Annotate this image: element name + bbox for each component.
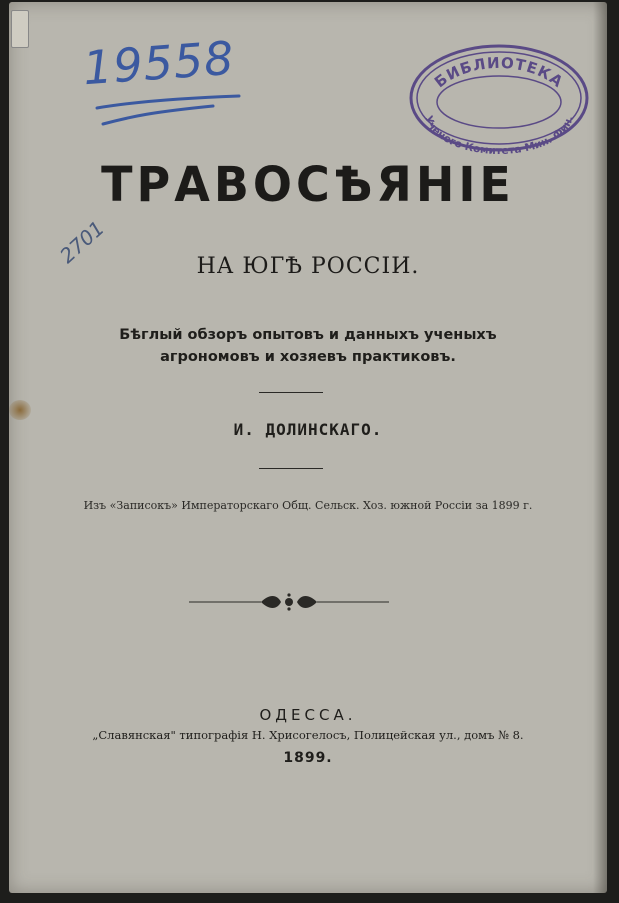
handwritten-side-note: 2701 <box>55 215 109 268</box>
book-title: ТРАВОСѢЯНІЕ <box>101 155 515 213</box>
library-stamp <box>407 42 591 154</box>
stamp-bottom-text: Ученого Комитета Мин. Фин. <box>422 114 576 154</box>
divider-rule <box>259 468 323 469</box>
paper-stain <box>9 400 31 420</box>
description-line-1: Бѣглый обзоръ опытовъ и данныхъ ученыхъ <box>119 327 497 343</box>
handwritten-shelf-number: 19558 <box>81 30 237 96</box>
publication-year: 1899. <box>283 750 333 766</box>
binding-tab <box>11 10 29 48</box>
printer-line: „Славянская" типографія Н. Хрисогелосъ, Полицейская ул., домъ № 8. <box>92 728 524 742</box>
book-cover-page <box>9 2 607 893</box>
stamp-top-text: БИБЛИОТЕКА <box>431 53 567 92</box>
book-description <box>9 324 607 368</box>
source-note: Изъ «Записокъ» Императорскаго Общ. Сельск. Хоз. южной Россіи за 1899 г. <box>83 499 533 512</box>
book-author: И. ДОЛИНСКАГО. <box>233 420 383 439</box>
divider-rule <box>259 392 323 393</box>
svg-text:Ученого Комитета Мин. Фин. <box>422 114 576 154</box>
publication-city: ОДЕССА. <box>259 706 357 724</box>
description-line-2: агрономовъ и хозяевъ практиковъ. <box>160 349 456 365</box>
handwritten-underline-icon <box>93 94 243 128</box>
book-subtitle: НА ЮГѢ РОССІИ. <box>196 254 420 279</box>
ornament-divider-icon <box>189 592 389 612</box>
